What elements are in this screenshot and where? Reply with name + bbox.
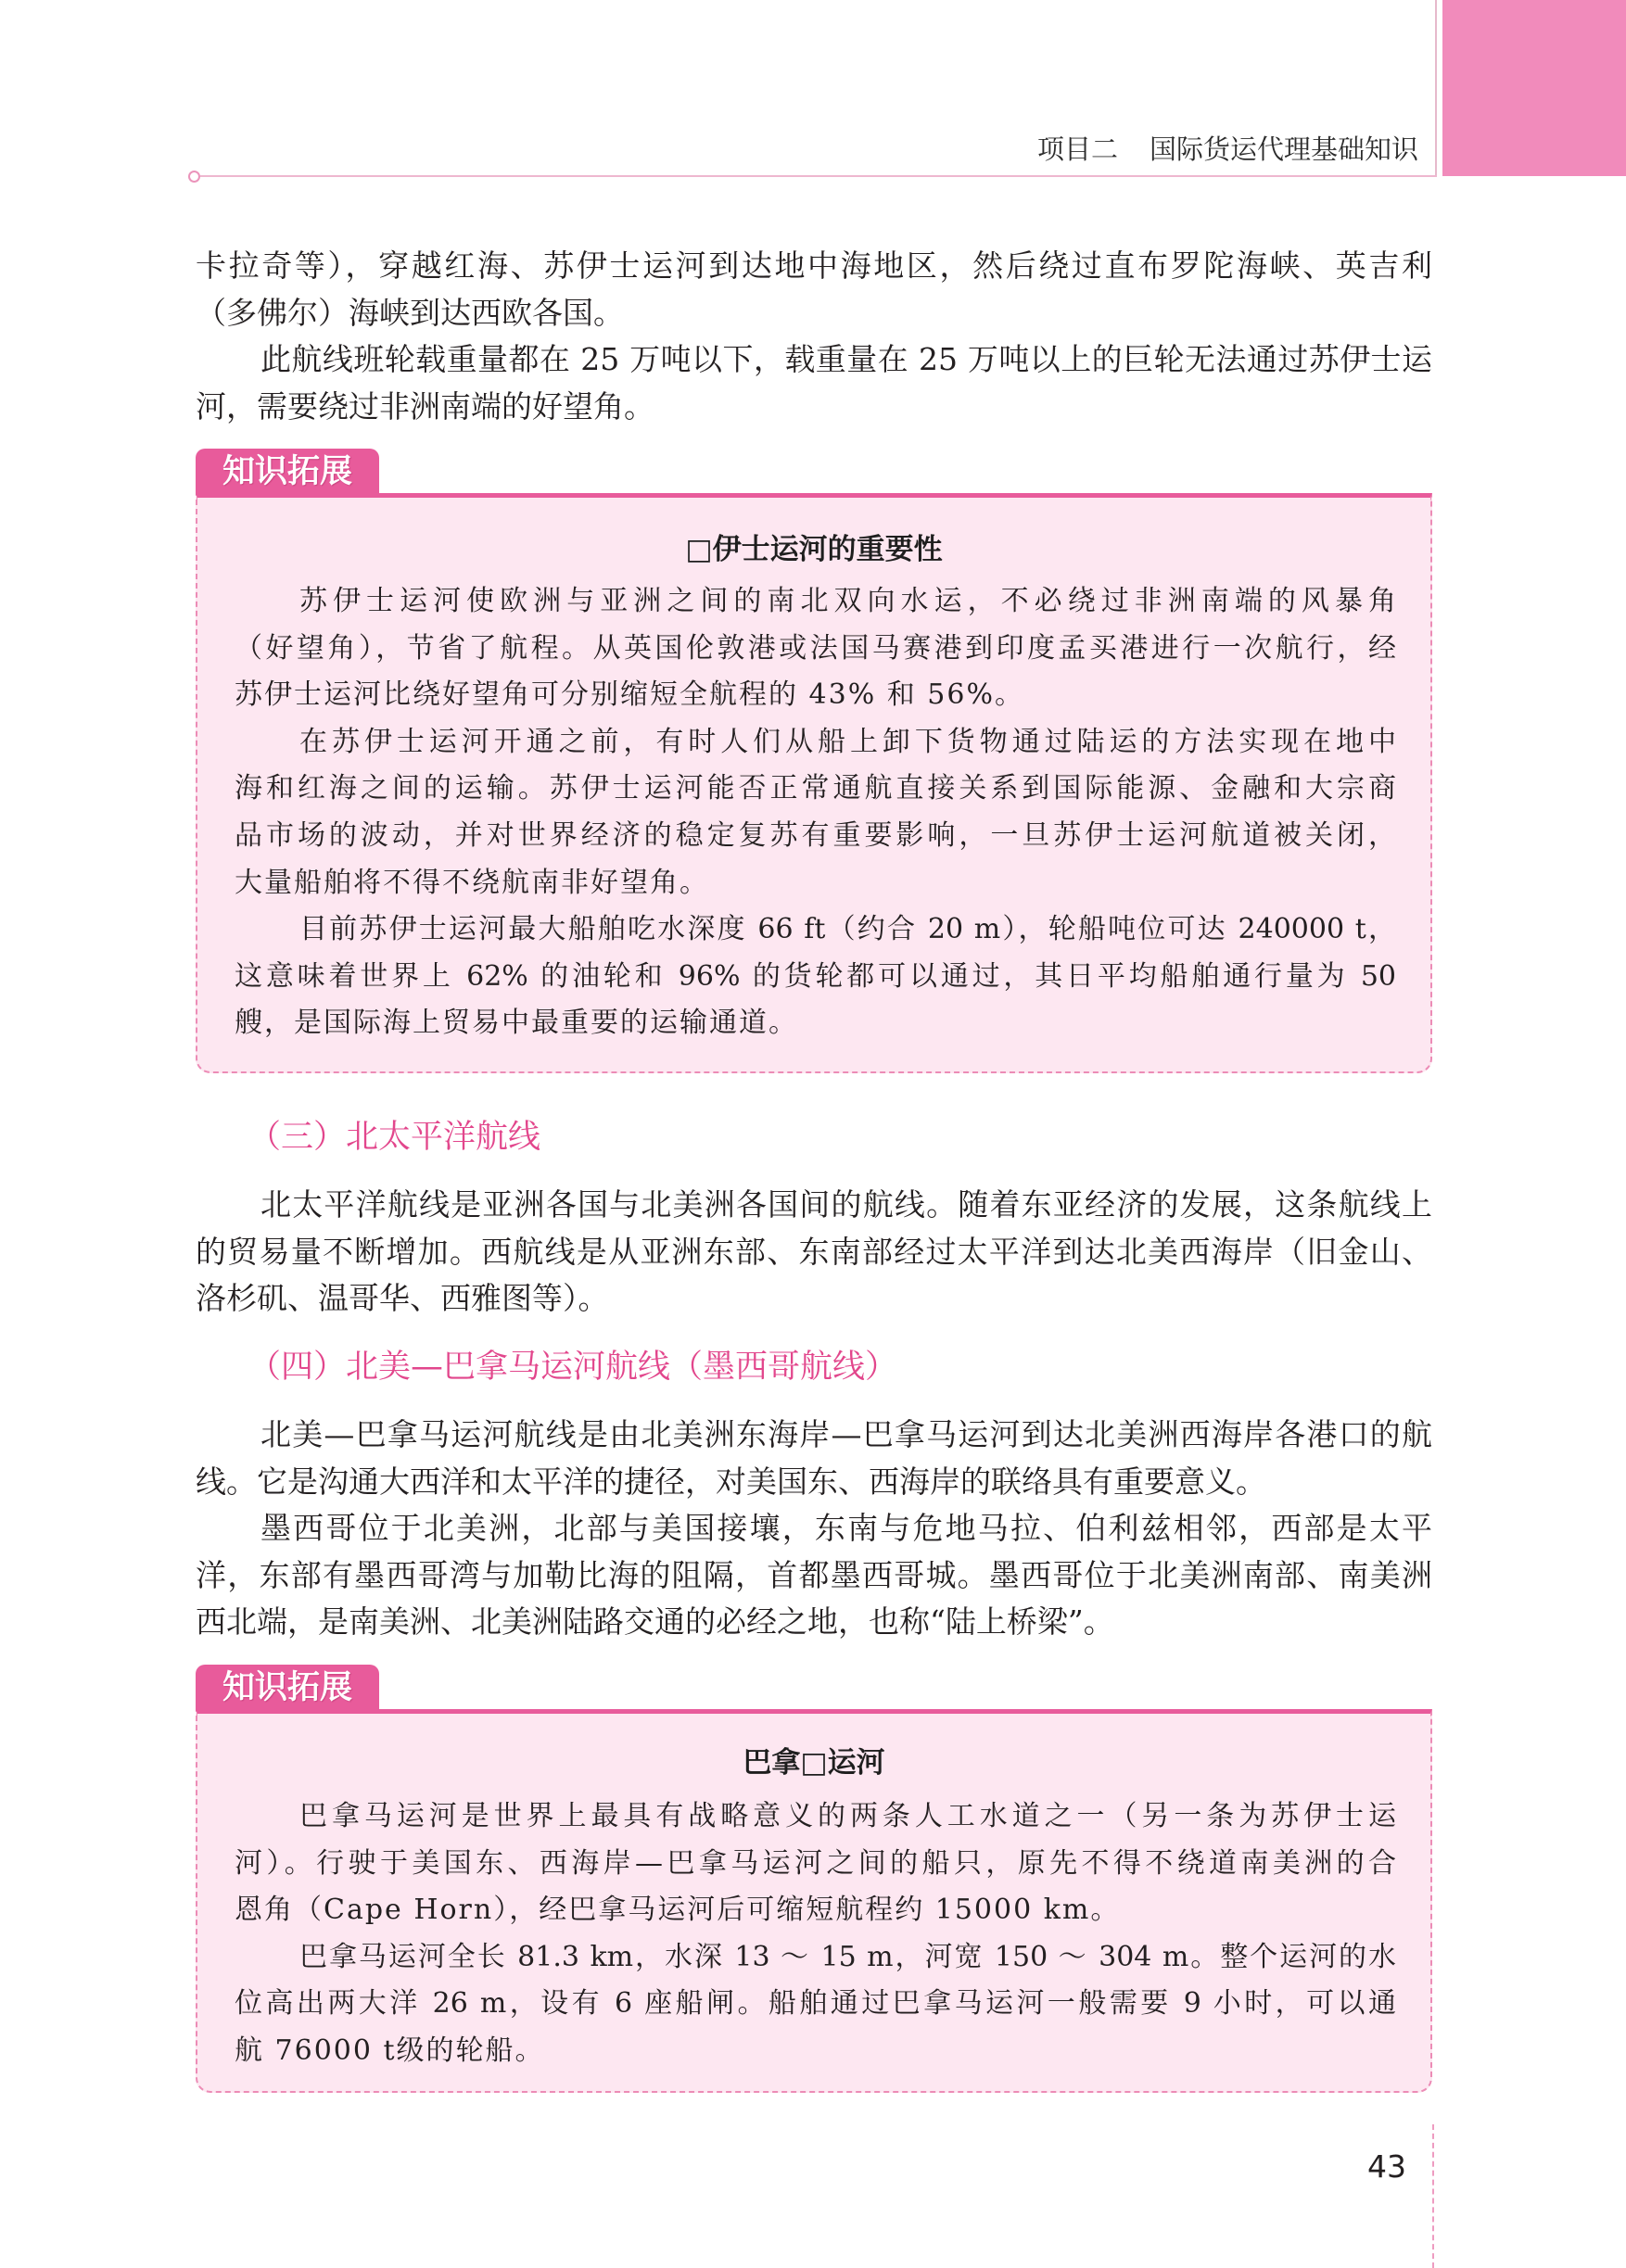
- text-line: 河）。行驶于美国东、西海岸—巴拿马运河之间的船只，原先不得不绕道南美洲的合: [235, 1846, 1396, 1880]
- text-line: 目前苏伊士运河最大船舶吃水深度 66 ft（约合 20 m），轮船吨位可达 240000 t，: [299, 913, 1396, 946]
- paragraph: [235, 719, 1396, 906]
- paragraph: [235, 1793, 1396, 1934]
- paragraph: [235, 906, 1396, 1047]
- text-line: 这意味着世界上 62% 的油轮和 96% 的货轮都可以通过，其日平均船舶通行量为 50: [235, 959, 1396, 993]
- section-text: [196, 1412, 1432, 1646]
- text-line: 位高出两大洋 26 m，设有 6 座船闸。船舶通过巴拿马运河一般需要 9 小时，可以通: [235, 1987, 1396, 2021]
- paragraph: [196, 1505, 1432, 1646]
- knowledge-box-title: □伊士运河的重要性: [685, 533, 943, 566]
- text-line: 河，需要绕过非洲南端的好望角。: [196, 387, 654, 424]
- knowledge-box-text: [235, 578, 1396, 1047]
- paragraph: [196, 243, 1432, 336]
- running-header: [1037, 129, 1418, 170]
- header-rule-dot: [188, 171, 200, 183]
- text-line: 巴拿马运河是世界上最具有战略意义的两条人工水道之一（另一条为苏伊士运: [299, 1800, 1396, 1832]
- text-line: 恩角（Cape Horn），经巴拿马运河后可缩短航程约 15000 km。: [235, 1894, 1121, 1927]
- text-line: 在苏伊士运河开通之前，有时人们从船上卸下货物通过陆运的方法实现在地中: [299, 725, 1396, 758]
- paragraph: [235, 578, 1396, 719]
- text-line: 航 76000 t级的轮船。: [235, 2034, 545, 2067]
- text-line: 线。它是沟通大西洋和太平洋的捷径，对美国东、西海岸的联络具有重要意义。: [196, 1463, 1266, 1500]
- text-line: 的贸易量不断增加。西航线是从亚洲东部、东南部经过太平洋到达北美西海岸（旧金山、: [196, 1233, 1432, 1270]
- text-line: 品市场的波动，并对世界经济的稳定复苏有重要影响，一旦苏伊士运河航道被关闭，: [235, 818, 1396, 852]
- paragraph: [196, 336, 1432, 430]
- footer-dashed-line: [1432, 2124, 1434, 2268]
- text-line: 洋，东部有墨西哥湾与加勒比海的阻隔，首都墨西哥城。墨西哥位于北美洲南部、南美洲: [196, 1556, 1432, 1593]
- knowledge-box-title: 巴拿□运河: [743, 1746, 885, 1780]
- knowledge-tag: 知识拓展: [196, 1665, 379, 1711]
- text-line: 墨西哥位于北美洲，北部与美国接壤，东南与危地马拉、伯利兹相邻，西部是太平: [260, 1510, 1432, 1547]
- section-text: [196, 1182, 1432, 1323]
- running-header-project: 项目二: [1036, 133, 1118, 165]
- text-line: 巴拿马运河全长 81.3 km，水深 13 ～ 15 m，河宽 150 ～ 304 m。整个运河的水: [299, 1940, 1396, 1973]
- text-line: 海和红海之间的运输。苏伊士运河能否正常通航直接关系到国际能源、金融和大宗商: [235, 772, 1396, 805]
- text-line: 北美—巴拿马运河航线是由北美洲东海岸—巴拿马运河到达北美洲西海岸各港口的航: [260, 1416, 1432, 1452]
- text-line: 卡拉奇等），穿越红海、苏伊士运河到达地中海地区，然后绕过直布罗陀海峡、英吉利: [196, 247, 1432, 284]
- text-line: 大量船舶将不得不绕航南非好望角。: [235, 866, 709, 899]
- knowledge-box-text: [235, 1793, 1396, 2075]
- text-line: （好望角），节省了航程。从英国伦敦港或法国马赛港到印度孟买港进行一次航行，经: [235, 631, 1396, 665]
- section-heading: （三）北太平洋航线: [248, 1119, 541, 1156]
- paragraph: [196, 1182, 1432, 1323]
- text-line: 西北端，是南美洲、北美洲陆路交通的必经之地，也称“陆上桥梁”。: [196, 1603, 1114, 1641]
- text-line: 北太平洋航线是亚洲各国与北美洲各国间的航线。随着东亚经济的发展，这条航线上: [260, 1186, 1432, 1223]
- text-line: 苏伊士运河使欧洲与亚洲之间的南北双向水运，不必绕过非洲南端的风暴角: [299, 585, 1396, 617]
- knowledge-tag: 知识拓展: [196, 449, 379, 495]
- text-line: 苏伊士运河比绕好望角可分别缩短全航程的 43% 和 56%。: [235, 678, 1024, 712]
- text-line: 此航线班轮载重量都在 25 万吨以下，载重量在 25 万吨以上的巨轮无法通过苏伊士运: [260, 341, 1432, 378]
- header-rule: [200, 175, 1437, 177]
- header-divider-line: [1435, 0, 1437, 176]
- running-header-title: 国际货运代理基础知识: [1149, 133, 1418, 165]
- text-line: 洛杉矶、温哥华、西雅图等）。: [196, 1280, 609, 1317]
- header-color-block: [1442, 0, 1626, 176]
- text-line: （多佛尔）海峡到达西欧各国。: [196, 294, 624, 331]
- page-number: 43: [1367, 2148, 1406, 2185]
- paragraph: [235, 1934, 1396, 2075]
- section-heading: （四）北美—巴拿马运河航线（墨西哥航线）: [248, 1349, 898, 1386]
- text-line: 艘，是国际海上贸易中最重要的运输通道。: [235, 1007, 798, 1040]
- intro-text: [196, 243, 1432, 430]
- paragraph: [196, 1412, 1432, 1505]
